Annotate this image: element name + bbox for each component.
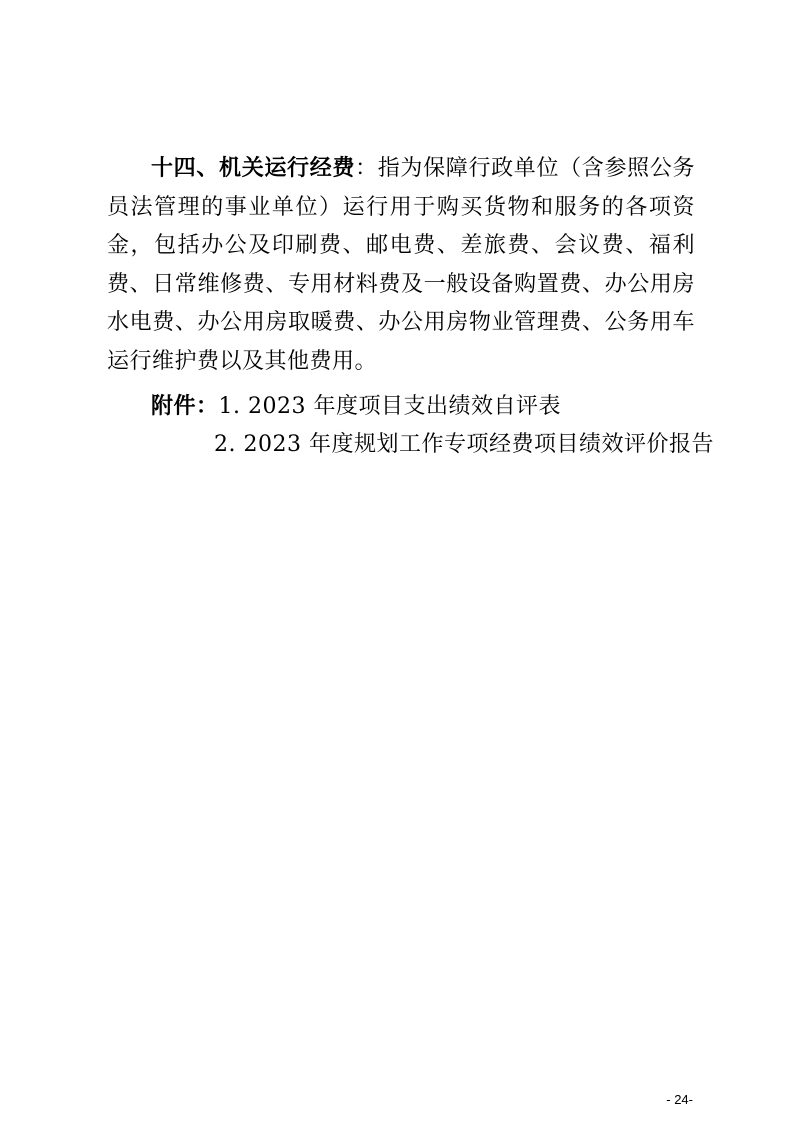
section-paragraph (107, 150, 695, 381)
attachment-item: 2. 2023 年度规划工作专项经费项目绩效评价报告 (214, 432, 714, 457)
attachment-item: 1. 2023 年度项目支出绩效自评表 (218, 394, 561, 419)
page-number: - 24- (666, 1092, 693, 1107)
title-separator: ： (355, 156, 378, 181)
section-body: 指为保障行政单位（含参照公务员法管理的事业单位）运行用于购买货物和服务的各项资金，包括办公及印刷费、邮电费、差旅费、会议费、福利费、日常维修费、专用材料费及一般设备购置费、办公用房水电费、办公用房取暖费、办公用房物业管理费、公务用车运行维护费以及其他费用。 (107, 156, 695, 374)
attachment-row-2 (151, 426, 714, 464)
attachments-block (151, 388, 714, 464)
attachment-row-1 (151, 388, 711, 426)
attachments-label: 附件： (151, 394, 219, 419)
section-title: 十四、机关运行经费 (151, 156, 356, 181)
